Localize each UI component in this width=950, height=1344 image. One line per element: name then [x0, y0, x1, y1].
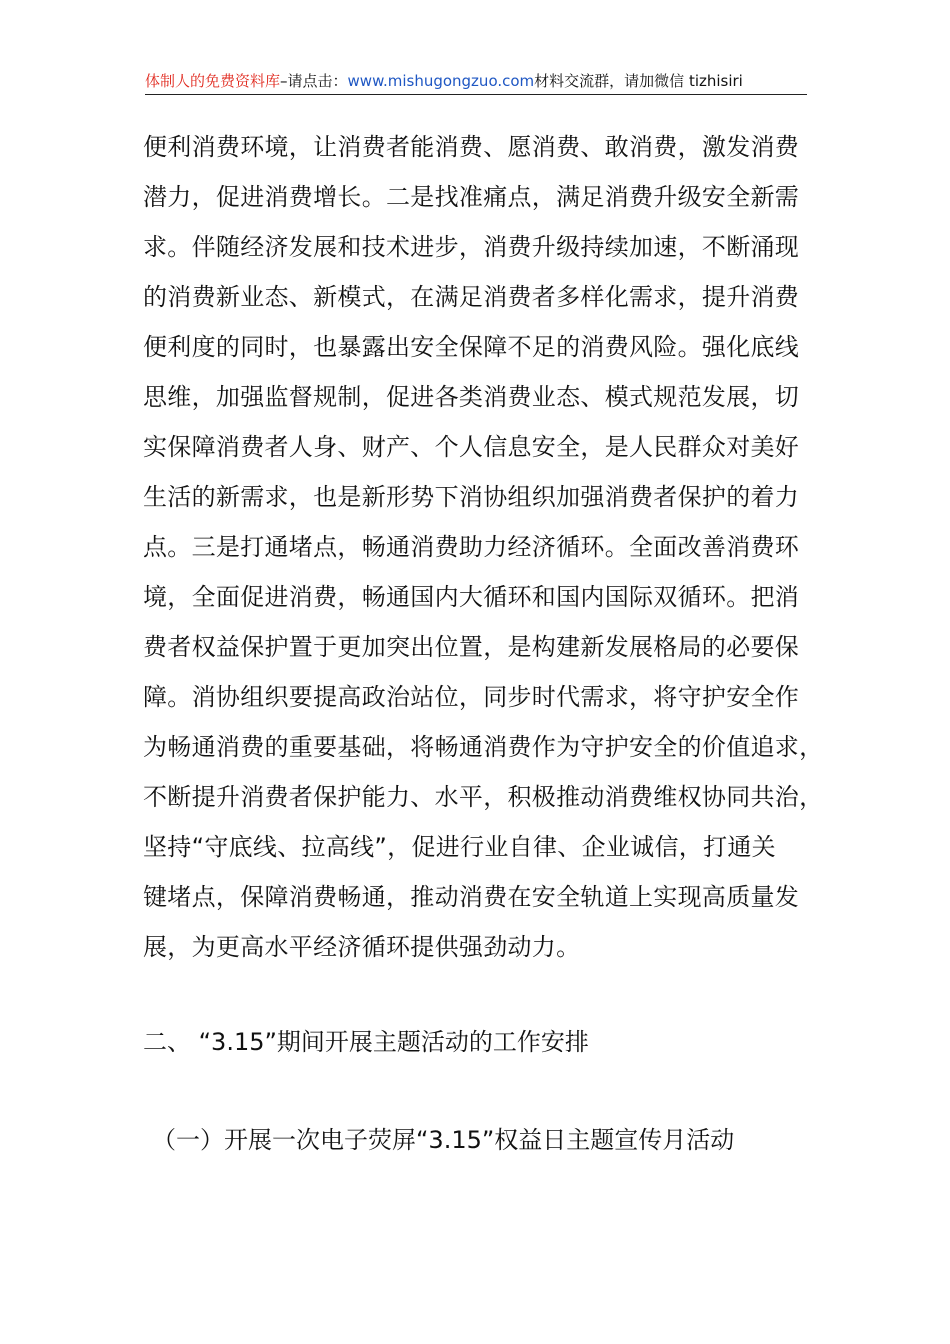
paragraph-line: 求。伴随经济发展和技术进步，消费升级持续加速，不断涌现: [143, 233, 800, 261]
paragraph-line: 便利度的同时，也暴露出安全保障不足的消费风险。强化底线: [143, 333, 800, 361]
paragraph-line: 展，为更高水平经济循环提供强劲动力。: [143, 933, 581, 961]
header-prompt: –请点击：: [280, 72, 348, 90]
header-url-link[interactable]: www.mishugongzuo.com: [347, 72, 535, 90]
paragraph-line: 境，全面促进消费，畅通国内大循环和国内国际双循环。把消: [143, 583, 800, 611]
paragraph-line: 坚持“守底线、拉高线”，促进行业自律、企业诚信，打通关: [143, 833, 776, 861]
paragraph-line: 费者权益保护置于更加突出位置，是构建新发展格局的必要保: [143, 633, 800, 661]
page-header: [145, 70, 807, 95]
paragraph-line: 的消费新业态、新模式，在满足消费者多样化需求，提升消费: [143, 283, 800, 311]
paragraph-line: 键堵点，保障消费畅通，推动消费在安全轨道上实现高质量发: [143, 883, 800, 911]
paragraph-line: 生活的新需求，也是新形势下消协组织加强消费者保护的着力: [143, 483, 800, 511]
paragraph-line: 便利消费环境，让消费者能消费、愿消费、敢消费，激发消费: [143, 133, 800, 161]
paragraph-line: 思维，加强监督规制，促进各类消费业态、模式规范发展，切: [143, 383, 800, 411]
paragraph-line: 潜力，促进消费增长。二是找准痛点，满足消费升级安全新需: [143, 183, 800, 211]
paragraph-line: 不断提升消费者保护能力、水平，积极推动消费维权协同共治，: [143, 783, 824, 811]
paragraph-line: 障。消协组织要提高政治站位，同步时代需求，将守护安全作: [143, 683, 800, 711]
section-heading: 二、 “3.15”期间开展主题活动的工作安排: [143, 1028, 589, 1056]
paragraph-line: 实保障消费者人身、财产、个人信息安全，是人民群众对美好: [143, 433, 800, 461]
header-note: 材料交流群，请加微信 tizhisiri: [534, 72, 743, 90]
header-brand: 体制人的免费资料库: [145, 72, 281, 90]
subsection-heading: （一）开展一次电子荧屏“3.15”权益日主题宣传月活动: [152, 1126, 735, 1154]
paragraph-line: 为畅通消费的重要基础，将畅通消费作为守护安全的价值追求，: [143, 733, 824, 761]
paragraph-line: 点。三是打通堵点，畅通消费助力经济循环。全面改善消费环: [143, 533, 800, 561]
body-paragraph: [143, 122, 824, 972]
